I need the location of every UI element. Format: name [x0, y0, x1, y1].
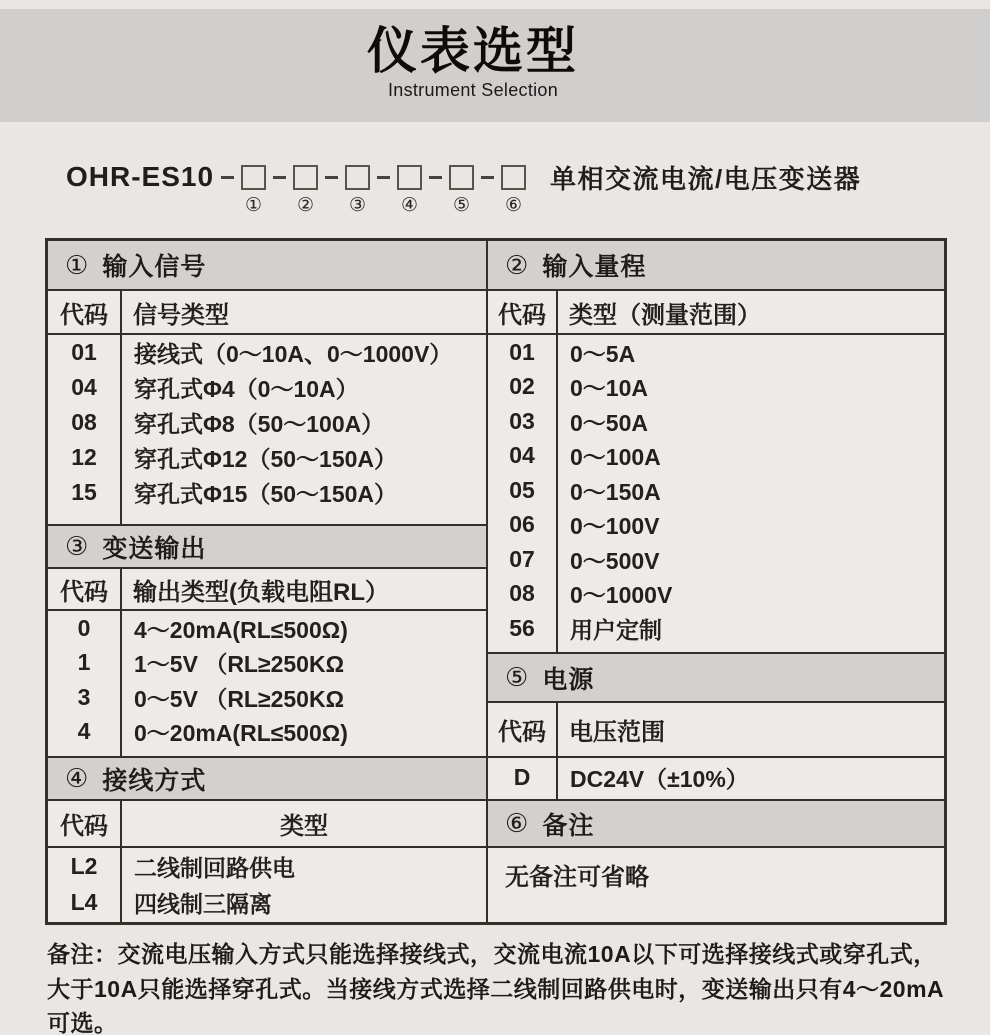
blank-box-icon	[345, 165, 370, 190]
code-cells	[488, 758, 558, 799]
circled-5-icon: ⑤	[505, 662, 530, 692]
code-cell: 07	[509, 545, 535, 572]
blank-box-icon	[397, 165, 422, 190]
circled-4-icon: ④	[65, 763, 90, 793]
section-header-input-signal	[48, 241, 486, 291]
code-cells	[48, 335, 122, 524]
circled-number-4: ④	[401, 194, 419, 216]
section-header-transmission-output	[48, 526, 486, 569]
title-banner	[0, 9, 990, 122]
section-header-power-supply	[488, 654, 944, 703]
blank-box-icon	[501, 165, 526, 190]
selection-table	[45, 238, 947, 925]
table-right-column	[488, 241, 944, 922]
model-description: 单相交流电流/电压变送器	[550, 163, 862, 194]
type-cells	[122, 848, 486, 922]
code-cell: 3	[77, 683, 91, 710]
column-headers-transmission-output	[48, 569, 486, 611]
code-column-header: 代码	[488, 703, 558, 756]
model-prefix: OHR-ES10	[66, 161, 215, 192]
remarks-note: 无备注可省略	[505, 864, 649, 891]
model-box-5	[449, 165, 474, 216]
blank-box-icon	[449, 165, 474, 190]
type-cell: 4～20mA(RL≤500Ω)	[134, 616, 348, 643]
dash-separator	[273, 176, 286, 179]
code-cell: 15	[71, 479, 97, 505]
type-column-header: 电压范围	[569, 719, 665, 746]
type-cell: 0～5A	[570, 340, 636, 367]
column-headers-wiring-method	[48, 801, 486, 848]
blank-box-icon	[293, 165, 318, 190]
code-cell: 1	[77, 649, 91, 676]
code-column-header: 代码	[48, 569, 122, 609]
code-cell: 12	[71, 444, 97, 470]
type-cell: 穿孔式Φ8（50～100A）	[134, 411, 385, 437]
code-cell: 06	[509, 511, 535, 538]
type-cells	[122, 335, 486, 524]
type-column-header: 输出类型(负载电阻RL）	[133, 578, 389, 606]
type-cell: 穿孔式Φ4（0～10A）	[134, 376, 359, 402]
code-cell: 05	[509, 476, 535, 503]
footnote	[47, 937, 957, 1035]
section-header-remarks	[488, 801, 944, 848]
column-headers-power-supply	[488, 703, 944, 758]
type-cell: 0～500V	[570, 547, 660, 574]
code-cell: 01	[71, 339, 97, 365]
type-cell: 0～50A	[570, 409, 648, 436]
code-cells	[48, 611, 122, 756]
type-cell: 二线制回路供电	[134, 854, 295, 881]
code-column-header: 代码	[48, 291, 122, 333]
blank-box-icon	[241, 165, 266, 190]
type-cell: 0～20mA(RL≤500Ω)	[134, 720, 348, 747]
data-rows-input-range	[488, 335, 944, 654]
type-cell: 0～100A	[570, 444, 661, 471]
footnote-line: 可选。	[47, 1010, 118, 1035]
code-cells	[488, 335, 558, 652]
type-cell: 1～5V （RL≥250KΩ	[134, 651, 345, 678]
table-left-column	[48, 241, 488, 922]
type-cell: 0～5V （RL≥250KΩ	[134, 685, 345, 712]
code-cell: 08	[509, 580, 535, 607]
code-column-header: 代码	[488, 291, 558, 333]
type-cells	[558, 335, 944, 652]
code-cell: 0	[77, 614, 91, 641]
type-cells	[122, 611, 486, 756]
code-cell: 01	[509, 338, 535, 365]
type-column-header: 类型（测量范围）	[569, 301, 761, 329]
model-box-2	[293, 165, 318, 216]
footnote-line: 备注：交流电压输入方式只能选择接线式，交流电流10A以下可选择接线式或穿孔式，	[47, 941, 937, 967]
dash-separator	[377, 176, 390, 179]
section-title: 输入信号	[102, 253, 207, 281]
section-header-input-range	[488, 241, 944, 291]
type-cell: DC24V（±10%）	[570, 766, 749, 792]
type-cell: 0～100V	[570, 513, 660, 540]
column-headers-input-signal	[48, 291, 486, 335]
dash-separator	[429, 176, 442, 179]
code-cell: 02	[509, 373, 535, 400]
type-cell: 0～10A	[570, 375, 648, 402]
code-cells	[48, 848, 122, 922]
page-subtitle: Instrument Selection	[387, 80, 559, 100]
type-column-header: 类型	[280, 813, 328, 840]
section-header-wiring-method	[48, 758, 486, 801]
code-cell: 56	[509, 614, 535, 641]
type-cells	[558, 758, 944, 799]
page-title: 仪表选型	[367, 23, 579, 79]
circled-number-2: ②	[297, 194, 315, 216]
code-cell: 03	[509, 407, 535, 434]
code-cell: 04	[71, 374, 97, 400]
type-cell: 0～1000V	[570, 582, 673, 609]
code-cell: 4	[77, 718, 91, 745]
model-box-3	[345, 165, 370, 216]
circled-6-icon: ⑥	[505, 808, 530, 838]
dash-separator	[481, 176, 494, 179]
code-cell: D	[513, 764, 531, 790]
section-title: 备注	[542, 811, 595, 840]
data-rows-wiring-method	[48, 848, 486, 922]
type-cell: 穿孔式Φ12（50～150A）	[134, 446, 398, 472]
code-cell: 04	[509, 442, 535, 469]
dash-separator	[221, 176, 234, 179]
code-cell: 08	[71, 409, 97, 435]
data-rows-input-signal	[48, 335, 486, 526]
section-title: 接线方式	[102, 766, 207, 795]
footnote-line: 大于10A只能选择穿孔式。当接线方式选择二线制回路供电时，变送输出只有4～20mA	[47, 975, 945, 1002]
circled-number-6: ⑥	[505, 194, 523, 216]
type-cell: 接线式（0～10A、0～1000V）	[134, 341, 453, 367]
section-title: 输入量程	[542, 253, 647, 281]
column-headers-input-range	[488, 291, 944, 335]
circled-number-1: ①	[245, 194, 263, 216]
circled-number-3: ③	[349, 194, 367, 216]
code-cell: L2	[70, 852, 98, 879]
data-rows-transmission-output	[48, 611, 486, 758]
data-rows-power-supply	[488, 758, 944, 801]
type-cell: 0～150A	[570, 478, 661, 505]
section-title: 电源	[542, 665, 595, 694]
code-cell: L4	[70, 888, 98, 915]
section-title: 变送输出	[102, 534, 207, 563]
circled-number-5: ⑤	[453, 194, 471, 216]
type-column-header: 信号类型	[133, 301, 229, 329]
circled-1-icon: ①	[65, 249, 90, 280]
model-box-6	[501, 165, 526, 216]
circled-2-icon: ②	[505, 249, 530, 280]
model-box-4	[397, 165, 422, 216]
type-cell: 四线制三隔离	[134, 890, 272, 917]
type-cell: 用户定制	[570, 616, 662, 643]
circled-3-icon: ③	[65, 531, 90, 561]
model-box-1	[241, 165, 266, 216]
model-code-line	[66, 161, 862, 216]
type-cell: 穿孔式Φ15（50～150A）	[134, 481, 398, 507]
dash-separator	[325, 176, 338, 179]
code-column-header: 代码	[48, 801, 122, 846]
